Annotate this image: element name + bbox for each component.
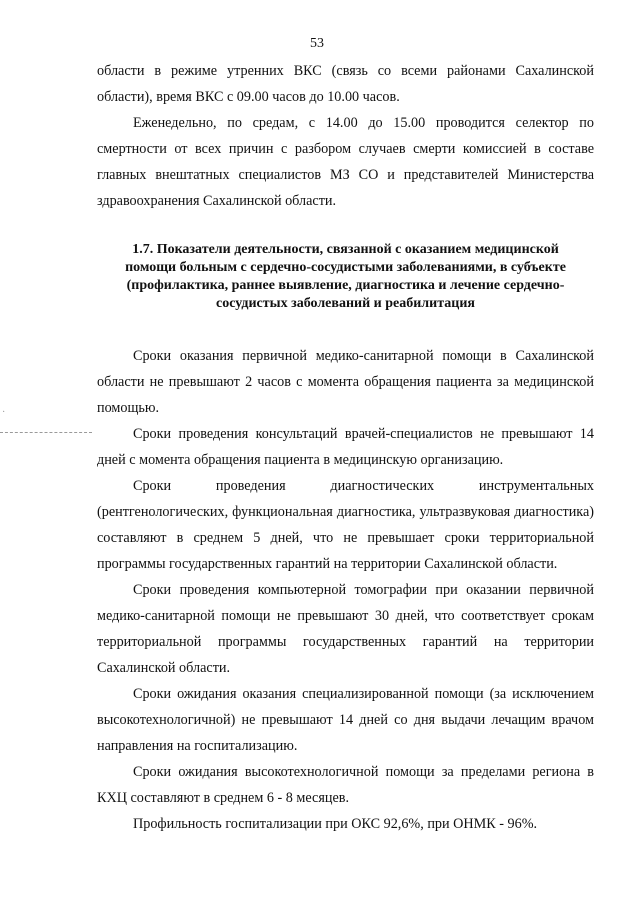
section-heading-line: сосудистых заболеваний и реабилитация <box>216 296 475 311</box>
paragraph-consultation-terms: Сроки проведения консультаций врачей-специалистов не превышают 14 дней с момента обращения пациента в медицинскую организацию. <box>97 426 594 468</box>
margin-dot-mark: · <box>2 407 6 418</box>
section-heading <box>97 241 594 313</box>
paragraph-selector-mortality: Еженедельно, по средам, с 14.00 до 15.00 проводится селектор по смертности от всех причин с разбором случаев смерти комиссией в составе главных внештатных специалистов МЗ СО и представителей Министерства здравоохранения Сахалинской области. <box>97 115 594 209</box>
paragraph-diagnostic-terms: Сроки проведения диагностических инструментальных (рентгенологических, функциональная диагностика, ультразвуковая диагностика) составляют в среднем 5 дней, что не превышает сроки территориальной программы государственных гарантий на территории Сахалинской области. <box>97 478 594 572</box>
margin-dashed-line <box>0 432 92 433</box>
document-body <box>97 58 594 837</box>
paragraph-hospitalization-profile: Профильность госпитализации при ОКС 92,6%, при ОНМК - 96%. <box>133 816 538 832</box>
page-number: 53 <box>310 36 324 51</box>
paragraph-high-tech-care-terms: Сроки ожидания высокотехнологичной помощи за пределами региона в КХЦ составляют в среднем 6 - 8 месяцев. <box>97 764 594 806</box>
paragraph-primary-care-terms: Сроки оказания первичной медико-санитарной помощи в Сахалинской области не превышают 2 часов с момента обращения пациента за медицинской помощью. <box>97 348 594 416</box>
paragraph-ct-terms: Сроки проведения компьютерной томографии при оказании первичной медико-санитарной помощи не превышают 30 дней, что соответствует срокам территориальной программы государственных гарантий на территории Сахалинской области. <box>97 582 594 676</box>
section-heading-line: 1.7. Показатели деятельности, связанной с оказанием медицинской <box>132 242 559 257</box>
paragraph-continuation: области в режиме утренних ВКС (связь со всеми районами Сахалинской области), время ВКС с 09.00 часов до 10.00 часов. <box>97 63 594 105</box>
paragraph-specialized-care-terms: Сроки ожидания оказания специализированной помощи (за исключением высокотехнологичной) не превышают 14 дней со дня выдачи лечащим врачом направления на госпитализацию. <box>97 686 594 754</box>
section-heading-line: помощи больным с сердечно-сосудистыми заболеваниями, в субъекте <box>125 260 566 275</box>
section-heading-line: (профилактика, раннее выявление, диагностика и лечение сердечно- <box>126 278 565 293</box>
